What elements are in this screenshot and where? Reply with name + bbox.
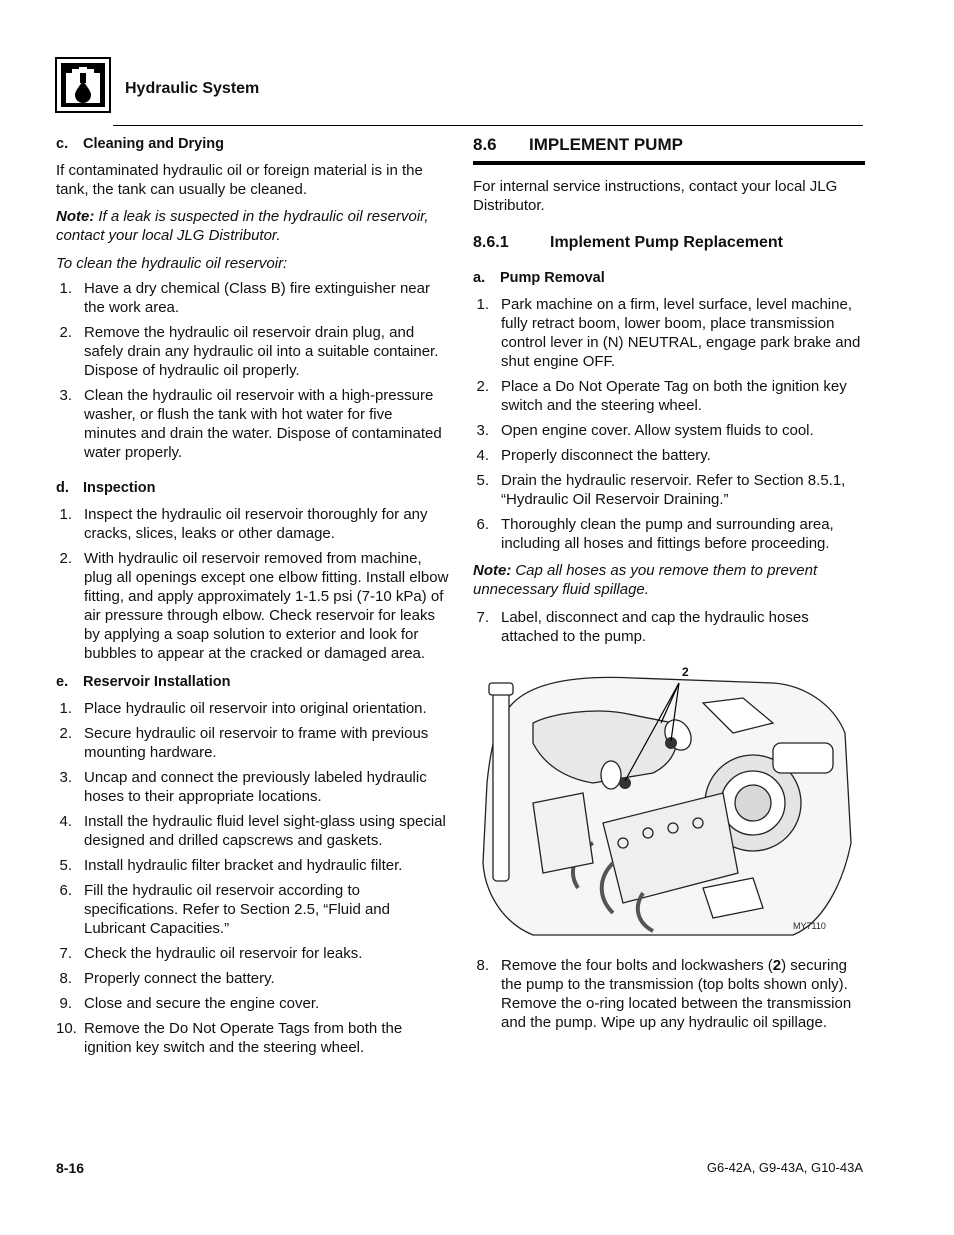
note-text: If a leak is suspected in the hydraulic oil reservoir, contact your local JLG Distributor. <box>56 208 429 244</box>
note-label: Note: <box>473 562 512 579</box>
step-text: Fill the hydraulic oil reservoir according to specifications. Refer to Section 2.5, “Fluid and Lubricant Capacities.” <box>84 882 390 937</box>
list-item <box>56 323 449 380</box>
inspection-steps <box>56 505 449 663</box>
list-item <box>56 994 449 1013</box>
step-text: Open engine cover. Allow system fluids to cool. <box>501 422 814 439</box>
step-number: 6. <box>59 882 72 899</box>
step-number: 5. <box>476 472 489 489</box>
left-column <box>56 130 449 1057</box>
list-item <box>56 505 449 543</box>
subheading-title: Reservoir Installation <box>83 674 231 690</box>
subsection-number: 8.6.1 <box>473 234 509 251</box>
step-number: 8. <box>59 970 72 987</box>
step-text: Remove the Do Not Operate Tags from both the ignition key switch and the steering wheel. <box>84 1020 403 1056</box>
note-text: Cap all hoses as you remove them to prevent unnecessary fluid spillage. <box>473 562 818 598</box>
step-number: 10. <box>56 1020 77 1037</box>
list-item <box>56 699 449 718</box>
step-text: With hydraulic oil reservoir removed from machine, plug all openings except one elbow fitting. Install elbow fitting, and apply approximately 1-1.5 psi (7-10 kPa) of air pressure through elbow. Check reservoir for leaks by applying a soap solution to exterior and look for bubbles to appear at the cracked or damaged area. <box>84 550 449 662</box>
list-item <box>56 279 449 317</box>
step-text: Remove the four bolts and lockwashers ( <box>501 957 773 974</box>
step-text: Place a Do Not Operate Tag on both the ignition key switch and the steering wheel. <box>501 378 847 414</box>
step-number: 2. <box>59 324 72 341</box>
list-item <box>56 969 449 988</box>
step-text: Park machine on a firm, level surface, level machine, fully retract boom, lower boom, place transmission control lever in (N) NEUTRAL, engage park brake and shut engine OFF. <box>501 296 861 370</box>
step-text: Thoroughly clean the pump and surrounding area, including all hoses and fittings before proceeding. <box>501 516 834 552</box>
list-item <box>56 881 449 938</box>
pump-removal-note <box>473 561 865 599</box>
subheading-letter: a. <box>473 270 486 286</box>
list-item <box>56 856 449 875</box>
step-text: Place hydraulic oil reservoir into original orientation. <box>84 700 427 717</box>
model-numbers: G6-42A, G9-43A, G10-43A <box>706 1160 863 1175</box>
subheading-letter: c. <box>56 136 69 152</box>
section-title-text: IMPLEMENT PUMP <box>529 135 683 154</box>
step-number: 5. <box>59 857 72 874</box>
page-number: 8-16 <box>56 1160 85 1176</box>
step-text: Properly disconnect the battery. <box>501 447 711 464</box>
subheading-letter: d. <box>56 480 69 496</box>
step-text: Install the hydraulic fluid level sight-glass using special designed and drilled capscrews and gaskets. <box>84 813 446 849</box>
list-item <box>473 295 865 371</box>
list-item <box>56 724 449 762</box>
step-text: Drain the hydraulic reservoir. Refer to Section 8.5.1, “Hydraulic Oil Reservoir Draining.” <box>501 472 846 508</box>
subheading-title: Inspection <box>83 480 156 496</box>
subheading-inspection <box>56 480 449 496</box>
cleaning-note <box>56 207 449 245</box>
step-number: 1. <box>59 700 72 717</box>
cleaning-steps <box>56 279 449 462</box>
list-item <box>56 812 449 850</box>
step-text: Inspect the hydraulic oil reservoir thoroughly for any cracks, slices, leaks or other damage. <box>84 506 428 542</box>
list-item <box>56 1019 449 1057</box>
header-rule <box>113 125 863 126</box>
step-text: Clean the hydraulic oil reservoir with a high-pressure washer, or flush the tank with hot water for five minutes and drain the water. Dispose of contaminated water properly. <box>84 387 442 461</box>
list-item <box>473 471 865 509</box>
step-number: 1. <box>59 280 72 297</box>
list-item <box>473 421 865 440</box>
step-number: 9. <box>59 995 72 1012</box>
step-text: Remove the hydraulic oil reservoir drain plug, and safely drain any hydraulic oil into a suitable container. Dispose of hydraulic oil properly. <box>84 324 439 379</box>
step-text: Secure hydraulic oil reservoir to frame with previous mounting hardware. <box>84 725 429 761</box>
pump-illustration <box>473 663 865 938</box>
list-item <box>473 515 865 553</box>
step-number: 3. <box>59 387 72 404</box>
step-callout-ref: 2 <box>772 957 782 974</box>
subheading-reservoir-installation <box>56 674 449 690</box>
step-text: Check the hydraulic oil reservoir for leaks. <box>84 945 363 962</box>
step-number: 1. <box>59 506 72 523</box>
hydraulic-system-logo-icon <box>55 57 111 113</box>
step-number: 8. <box>476 957 489 974</box>
list-item <box>473 377 865 415</box>
step-text: Close and secure the engine cover. <box>84 995 320 1012</box>
step-text: ) securing the pump to the transmission (top bolts shown only). Remove the o-ring located between the transmission and the pump. Wipe up any hydraulic oil spillage. <box>501 957 852 1031</box>
subheading-pump-removal <box>473 270 865 286</box>
header-title: Hydraulic System <box>125 80 260 97</box>
section-intro: For internal service instructions, contact your local JLG Distributor. <box>473 178 838 214</box>
step-text: Properly connect the battery. <box>84 970 275 987</box>
list-item <box>473 956 865 1032</box>
subheading-title: Cleaning and Drying <box>83 136 224 152</box>
step-number: 7. <box>59 945 72 962</box>
right-column <box>473 130 865 1032</box>
step-number: 7. <box>476 609 489 626</box>
step-number: 4. <box>476 447 489 464</box>
cleaning-intro: If contaminated hydraulic oil or foreign material is in the tank, the tank can usually be cleaned. <box>56 162 423 198</box>
subheading-cleaning <box>56 136 449 152</box>
figure-id: MY7110 <box>793 921 826 931</box>
pump-removal-step-8 <box>473 956 865 1032</box>
list-item <box>56 944 449 963</box>
pump-removal-steps <box>473 295 865 553</box>
step-number: 1. <box>476 296 489 313</box>
section-title <box>473 135 865 165</box>
subheading-letter: e. <box>56 674 69 690</box>
step-number: 6. <box>476 516 489 533</box>
pump-removal-step-7 <box>473 608 865 646</box>
note-label: Note: <box>56 208 95 225</box>
cleaning-lead: To clean the hydraulic oil reservoir: <box>56 255 288 272</box>
step-number: 2. <box>476 378 489 395</box>
step-number: 3. <box>59 769 72 786</box>
list-item <box>56 386 449 462</box>
step-text: Uncap and connect the previously labeled hydraulic hoses to their appropriate locations. <box>84 769 427 805</box>
subheading-title: Pump Removal <box>500 270 605 286</box>
step-text: Label, disconnect and cap the hydraulic hoses attached to the pump. <box>501 609 809 645</box>
list-item <box>56 768 449 806</box>
callout-2: 2 <box>682 665 689 679</box>
step-number: 3. <box>476 422 489 439</box>
step-number: 2. <box>59 725 72 742</box>
step-number: 2. <box>59 550 72 567</box>
subsection-title-text: Implement Pump Replacement <box>550 234 783 251</box>
list-item <box>473 608 865 646</box>
implement-pump-figure <box>473 663 865 938</box>
installation-steps <box>56 699 449 1057</box>
step-number: 4. <box>59 813 72 830</box>
section-number: 8.6 <box>473 135 497 154</box>
subsection-title <box>473 234 865 252</box>
list-item <box>473 446 865 465</box>
list-item <box>56 549 449 663</box>
step-text: Have a dry chemical (Class B) fire extinguisher near the work area. <box>84 280 430 316</box>
step-text: Install hydraulic filter bracket and hydraulic filter. <box>84 857 403 874</box>
